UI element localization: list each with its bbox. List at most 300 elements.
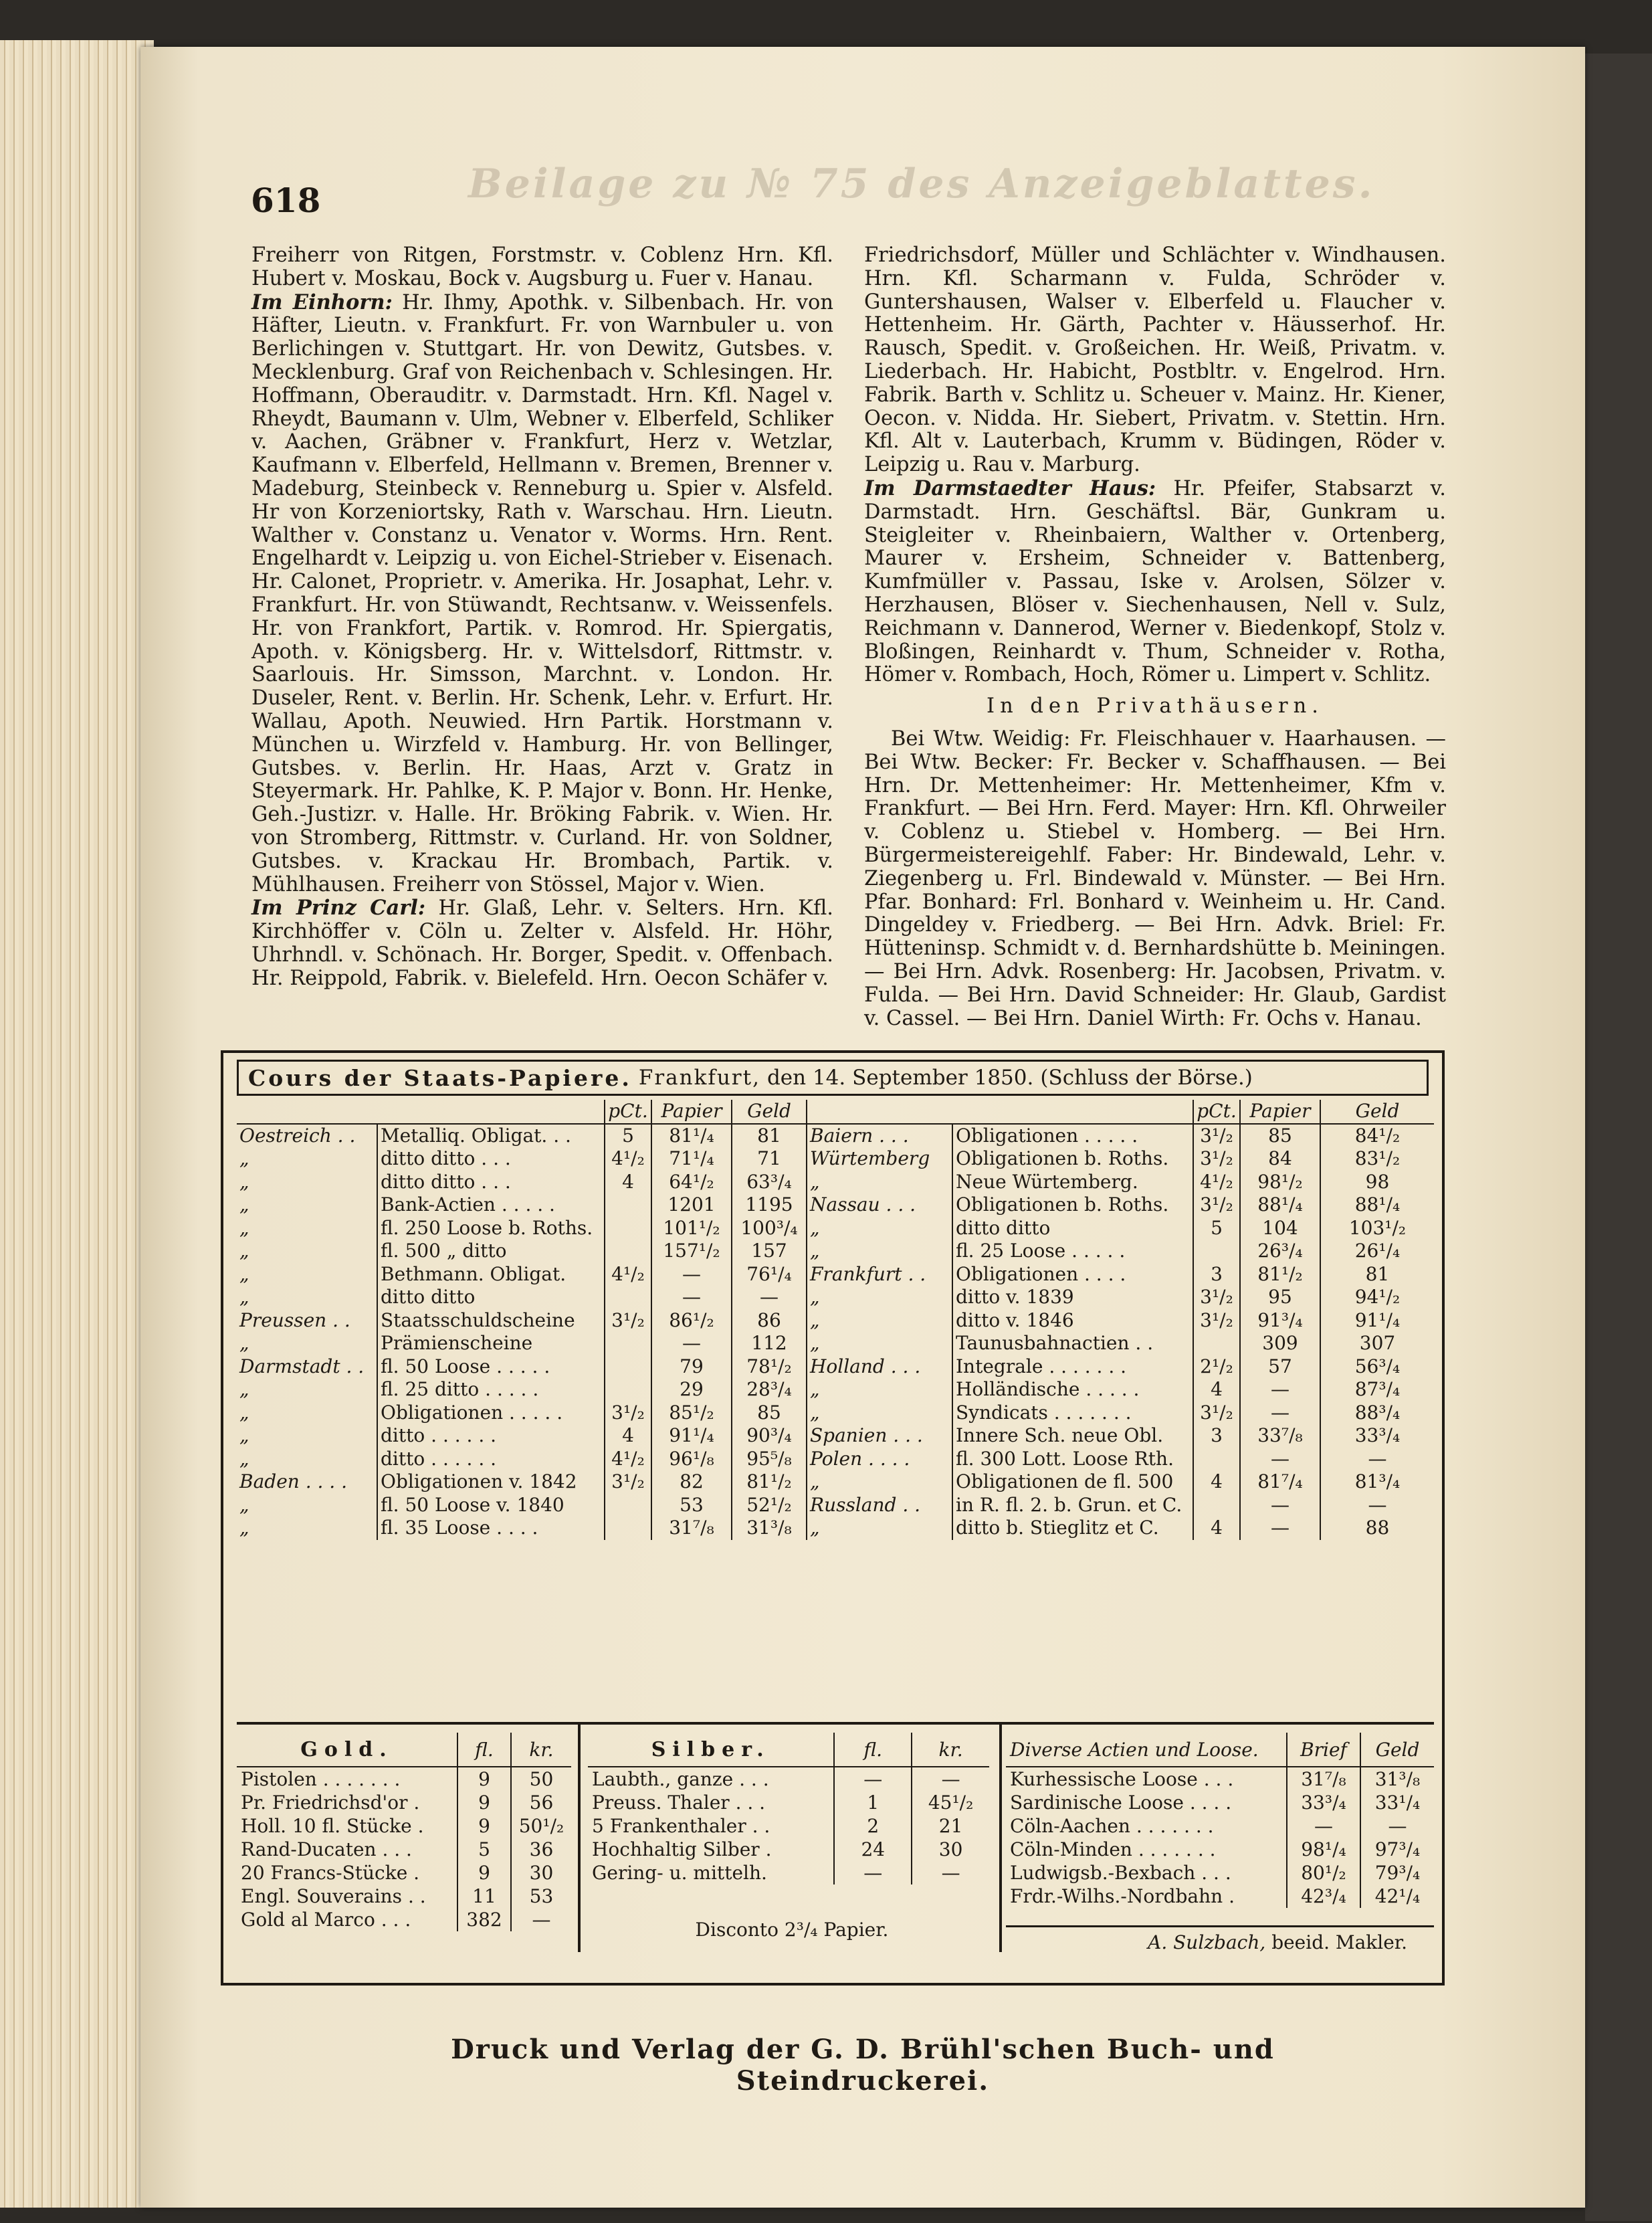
geld-right: 26¹/₄	[1320, 1240, 1434, 1263]
region-left: „	[239, 1262, 249, 1285]
papier-right: 57	[1240, 1355, 1320, 1379]
paragraph	[864, 477, 1446, 687]
table-row	[237, 1124, 1434, 1148]
papier-right: 85	[1240, 1124, 1320, 1148]
pct-right: 4	[1193, 1378, 1240, 1402]
gold-fl: 9	[457, 1791, 511, 1814]
security-right: Taunusbahnactien . .	[952, 1332, 1193, 1355]
silber-kr: —	[912, 1861, 989, 1884]
gold-kr: 50¹/₂	[511, 1814, 571, 1838]
table-row	[237, 1908, 571, 1931]
pct-left	[605, 1517, 651, 1540]
table-row	[588, 1767, 989, 1791]
table-row	[588, 1791, 989, 1814]
pct-left: 4¹/₂	[605, 1147, 651, 1171]
pct-right	[1193, 1494, 1240, 1517]
papier-left: 53	[651, 1494, 732, 1517]
silber-kr: 30	[912, 1838, 989, 1861]
table-row	[237, 1217, 1434, 1240]
pct-left	[605, 1332, 651, 1355]
pct-right: 3	[1193, 1263, 1240, 1286]
diverse-n: Frdr.-Wilhs.-Nordbahn .	[1010, 1885, 1235, 1907]
gold-fl: 382	[457, 1908, 511, 1931]
table-row	[237, 1171, 1434, 1194]
table-title-date: den 14. September 1850.	[766, 1066, 1034, 1090]
geld-left: 100³/₄	[732, 1217, 807, 1240]
silber-kr: 21	[912, 1814, 989, 1838]
paragraph-heading: Im Darmstaedter Haus:	[864, 476, 1156, 500]
divider	[999, 1725, 1002, 1952]
table-row	[237, 1193, 1434, 1217]
security-left: Staatsschuldscheine	[377, 1309, 605, 1333]
gold-kr: —	[511, 1908, 571, 1931]
silber-table	[588, 1733, 989, 1884]
geld-right: 33³/₄	[1320, 1424, 1434, 1448]
table-row	[237, 1884, 571, 1908]
geld-left: 85	[732, 1402, 807, 1425]
geld-right: 56³/₄	[1320, 1355, 1434, 1379]
pct-left: 4¹/₂	[605, 1263, 651, 1286]
table-row	[1006, 1884, 1434, 1908]
papier-right: —	[1240, 1448, 1320, 1471]
region-left: Preussen . .	[239, 1309, 350, 1331]
geld-right: —	[1320, 1448, 1434, 1471]
papier-right: 98¹/₂	[1240, 1171, 1320, 1194]
pct-left: 5	[605, 1124, 651, 1148]
region-left: „	[239, 1286, 249, 1308]
pct-right: 4¹/₂	[1193, 1171, 1240, 1194]
geld-left: 90³/₄	[732, 1424, 807, 1448]
security-right: Obligationen . . . . .	[952, 1124, 1193, 1148]
security-left: Obligationen v. 1842	[377, 1470, 605, 1494]
paragraph-text: Bei Wtw. Weidig: Fr. Fleischhauer v. Haarhausen. — Bei Wtw. Becker: Fr. Becker v. Schaffhausen. — Bei Hrn. Dr. Mettenheimer: Hr. Mettenheimer, Kfm v. Frankfurt. — Bei Hrn. Ferd. Mayer: Hrn. Kfl. Ohrweiler v. Coblenz u. Stiebel v. Homberg. — Bei Hrn. Bürgermeistereigehlf. Faber: Hr. Bindewald, Lehr. v. Ziegenberg u. Frl. Bindewald v. Münster. — Bei Hrn. Pfar. Bonhard: Frl. Bonhard v. Weinheim u. Hr. Cand. Dingeldey v. Friedberg. — Bei Hrn. Advk. Briel: Fr. Hütteninsp. Schmidt v. d. Bernhardshütte b. Meiningen. — Bei Hrn. Advk. Rosenberg: Hr. Jacobsen, Privatm. v. Fulda. — Bei Hrn. David Schneider: Hr. Glaub, Gardist v. Cassel. — Bei Hrn. Daniel Wirth: Fr. Ochs v. Hanau.	[864, 727, 1446, 1030]
left-text-column	[251, 244, 833, 991]
gold-kr: 50	[511, 1767, 571, 1791]
disconto-rate: Disconto 2³/₄ Papier.	[695, 1919, 889, 1941]
page-number: 618	[251, 181, 321, 220]
region-left: „	[239, 1193, 249, 1216]
pct-right: 5	[1193, 1217, 1240, 1240]
region-right: „	[810, 1517, 820, 1539]
region-right: Würtemberg	[810, 1147, 930, 1169]
region-left: „	[239, 1447, 249, 1470]
papier-left: 82	[651, 1470, 732, 1494]
gold-kr: 36	[511, 1838, 571, 1861]
security-left: fl. 35 Loose . . . .	[377, 1517, 605, 1540]
pct-right: 3¹/₂	[1193, 1286, 1240, 1309]
gold-table	[237, 1733, 571, 1931]
gold-n: Gold al Marco . . .	[241, 1909, 411, 1931]
papier-left: 101¹/₂	[651, 1217, 732, 1240]
scanner-background	[1585, 54, 1652, 2221]
table-row	[237, 1424, 1434, 1448]
header-geld-left: Geld	[732, 1100, 807, 1124]
pct-right	[1193, 1448, 1240, 1471]
geld-left: 86	[732, 1309, 807, 1333]
pct-left: 3¹/₂	[605, 1309, 651, 1333]
geld-left: 63³/₄	[732, 1171, 807, 1194]
papier-right: 104	[1240, 1217, 1320, 1240]
table-row	[1006, 1767, 1434, 1791]
gold-n: Engl. Souverains . .	[241, 1885, 426, 1907]
papier-left: —	[651, 1263, 732, 1286]
silber-fl: 1	[834, 1791, 912, 1814]
pct-left	[605, 1378, 651, 1402]
diverse-title: Diverse Actien und Loose.	[1006, 1733, 1287, 1767]
table-row	[588, 1861, 989, 1884]
security-right: Obligationen b. Roths.	[952, 1193, 1193, 1217]
coins-section	[237, 1722, 1434, 1972]
geld-right: 83¹/₂	[1320, 1147, 1434, 1171]
security-left: ditto . . . . . .	[377, 1448, 605, 1471]
gold-n: 20 Francs-Stücke .	[241, 1862, 420, 1884]
region-left: „	[239, 1517, 249, 1539]
table-title-city: Frankfurt,	[638, 1066, 760, 1090]
region-left: „	[239, 1170, 249, 1193]
region-right: „	[810, 1309, 820, 1331]
diverse-b: 80¹/₂	[1287, 1861, 1360, 1884]
table-row	[237, 1263, 1434, 1286]
pct-right: 4	[1193, 1470, 1240, 1494]
paragraph-text: In den Privathäusern.	[987, 694, 1324, 718]
gold-fl: 9	[457, 1767, 511, 1791]
geld-left: 28³/₄	[732, 1378, 807, 1402]
diverse-g: 42¹/₄	[1360, 1884, 1434, 1908]
region-left: „	[239, 1493, 249, 1516]
paragraph-text: Hr. Ihmy, Apothk. v. Silbenbach. Hr. von Häfter, Lieutn. v. Frankfurt. Fr. von Warnbuler u. von Berlichingen v. Stuttgart. Hr. von Dewitz, Gutsbes. v. Mecklenburg. Graf von Reichenbach v. Schlesingen. Hr. Hoffmann, Oberauditr. v. Darmstadt. Hrn. Kfl. Nagel v. Rheydt, Baumann v. Ulm, Webner v. Elberfeld, Schliker v. Aachen, Gräbner v. Frankfurt, Herz v. Wetzlar, Kaufmann v. Elberfeld, Hellmann v. Bremen, Brenner v. Madeburg, Steinbeck v. Renneburg u. Spier v. Alsfeld. Hr von Korzeniortsky, Rath v. Warschau. Hrn. Lieutn. Walther v. Constanz u. Venator v. Worms. Hrn. Rent. Engelhardt v. Leipzig u. von Eichel-Strieber v. Eisenach. Hr. Calonet, Proprietr. v. Amerika. Hr. Josaphat, Lehr. v. Frankfurt. Hr. von Stüwandt, Rechtsanw. v. Weissenfels. Hr. von Frankfort, Partik. v. Romrod. Hr. Spiergatis, Apoth. v. Königsberg. Hr. v. Wittelsdorf, Rittmstr. v. Saarlouis. Hr. Simsson, Marchnt. v. London. Hr. Duseler, Rent. v. Berlin. Hr. Schenk, Lehr. v. Erfurt. Hr. Wallau, Apoth. Neuwied. Hrn Partik. Horstmann v. München u. Wirzfeld v. Hamburg. Hr. von Bellinger, Gutsbes. v. Berlin. Hr. Haas, Arzt v. Gratz in Steyermark. Hr. Pahlke, K. P. Major v. Bonn. Hr. Henke, Geh.-Justizr. v. Halle. Hr. Bröking Fabrik. v. Wien. Hr. von Stromberg, Rittmstr. v. Curland. Hr. von Soldner, Gutsbes. v. Krackau Hr. Brombach, Partik. v. Mühlhausen. Freiherr von Stössel, Major v. Wien.	[251, 290, 833, 896]
security-right: Innere Sch. neue Obl.	[952, 1424, 1193, 1448]
pct-left: 3¹/₂	[605, 1402, 651, 1425]
region-left: „	[239, 1216, 249, 1239]
printer-imprint: Druck und Verlag der G. D. Brühl'schen Buch- und Steindruckerei.	[451, 2034, 1275, 2097]
table-row	[1006, 1838, 1434, 1861]
region-right: Holland . . .	[810, 1355, 921, 1377]
table-row	[237, 1494, 1434, 1517]
security-right: fl. 300 Lott. Loose Rth.	[952, 1448, 1193, 1471]
gold-n: Pistolen . . . . . . .	[241, 1768, 401, 1790]
security-right: Obligationen de fl. 500	[952, 1470, 1193, 1494]
gold-n: Holl. 10 fl. Stücke .	[241, 1815, 424, 1837]
region-right: Frankfurt . .	[810, 1262, 926, 1285]
table-row	[1006, 1814, 1434, 1838]
diverse-g: 79³/₄	[1360, 1861, 1434, 1884]
papier-left: 86¹/₂	[651, 1309, 732, 1333]
security-left: fl. 25 ditto . . . . .	[377, 1378, 605, 1402]
diverse-b: 31⁷/₈	[1287, 1767, 1360, 1791]
pct-right: 3¹/₂	[1193, 1193, 1240, 1217]
security-right: Syndicats . . . . . . .	[952, 1402, 1193, 1425]
security-right: Obligationen b. Roths.	[952, 1147, 1193, 1171]
geld-left: 157	[732, 1240, 807, 1263]
geld-left: 31³/₈	[732, 1517, 807, 1540]
silber-fl: —	[834, 1767, 912, 1791]
diverse-n: Cöln-Aachen . . . . . . .	[1010, 1815, 1214, 1837]
diverse-b: 33³/₄	[1287, 1791, 1360, 1814]
diverse-g: —	[1360, 1814, 1434, 1838]
security-right: ditto ditto	[952, 1217, 1193, 1240]
paragraph	[864, 695, 1446, 718]
silber-kr: —	[912, 1767, 989, 1791]
paragraph	[251, 896, 833, 990]
paragraph-text: Hr. Glaß, Lehr. v. Selters. Hrn. Kfl. Kirchhöffer v. Cöln u. Zelter v. Alsfeld. Hr. Höhr, Uhrhndl. v. Schönach. Hr. Borger, Spedit. v. Offenbach. Hr. Reippold, Fabrik. v. Bielefeld. Hrn. Oecon Schäfer v.	[251, 896, 833, 990]
geld-right: 88³/₄	[1320, 1402, 1434, 1425]
gold-kr-header: kr.	[511, 1733, 571, 1767]
geld-right: 91¹/₄	[1320, 1309, 1434, 1333]
table-row	[237, 1240, 1434, 1263]
pct-left	[605, 1355, 651, 1379]
papier-right: 81¹/₂	[1240, 1263, 1320, 1286]
papier-right: 95	[1240, 1286, 1320, 1309]
region-left: „	[239, 1424, 249, 1446]
staats-papiere-grid	[237, 1100, 1434, 1540]
diverse-b: —	[1287, 1814, 1360, 1838]
geld-left: 1195	[732, 1193, 807, 1217]
region-right: Polen . . . .	[810, 1447, 910, 1470]
silber-fl: 2	[834, 1814, 912, 1838]
table-row	[237, 1286, 1434, 1309]
book-page-edges	[0, 40, 154, 2208]
region-right: „	[810, 1170, 820, 1193]
security-left: fl. 50 Loose . . . . .	[377, 1355, 605, 1379]
diverse-brief-header: Brief	[1287, 1733, 1360, 1767]
security-right: in R. fl. 2. b. Grun. et C.	[952, 1494, 1193, 1517]
divider	[578, 1725, 581, 1952]
papier-left: 85¹/₂	[651, 1402, 732, 1425]
gold-fl-header: fl.	[457, 1733, 511, 1767]
table-row	[237, 1838, 571, 1861]
security-right: ditto v. 1839	[952, 1286, 1193, 1309]
security-left: fl. 50 Loose v. 1840	[377, 1494, 605, 1517]
region-left: Oestreich . .	[239, 1124, 356, 1147]
security-left: ditto ditto . . .	[377, 1171, 605, 1194]
diverse-g: 97³/₄	[1360, 1838, 1434, 1861]
table-row	[237, 1517, 1434, 1540]
table-row	[237, 1448, 1434, 1471]
geld-left: 76¹/₄	[732, 1263, 807, 1286]
geld-left: —	[732, 1286, 807, 1309]
papier-right: 33⁷/₈	[1240, 1424, 1320, 1448]
papier-left: 157¹/₂	[651, 1240, 732, 1263]
diverse-b: 98¹/₄	[1287, 1838, 1360, 1861]
papier-left: 79	[651, 1355, 732, 1379]
header-geld-right: Geld	[1320, 1100, 1434, 1124]
table-row	[237, 1791, 571, 1814]
table-row	[237, 1378, 1434, 1402]
geld-right: 87³/₄	[1320, 1378, 1434, 1402]
diverse-geld-header: Geld	[1360, 1733, 1434, 1767]
security-right: Obligationen . . . .	[952, 1263, 1193, 1286]
papier-left: 31⁷/₈	[651, 1517, 732, 1540]
geld-right: 98	[1320, 1171, 1434, 1194]
diverse-table	[1006, 1733, 1434, 1908]
region-left: Darmstadt . .	[239, 1355, 365, 1377]
silber-kr: 45¹/₂	[912, 1791, 989, 1814]
geld-right: 84¹/₂	[1320, 1124, 1434, 1148]
header-papier-right: Papier	[1240, 1100, 1320, 1124]
region-left: „	[239, 1147, 249, 1169]
silber-n: Preuss. Thaler . . .	[592, 1792, 766, 1814]
gold-kr: 30	[511, 1861, 571, 1884]
region-left: „	[239, 1378, 249, 1400]
geld-right: 81³/₄	[1320, 1470, 1434, 1494]
table-row	[237, 1814, 571, 1838]
security-left: ditto ditto . . .	[377, 1147, 605, 1171]
table-row	[237, 1402, 1434, 1425]
paragraph-text: Freiherr von Ritgen, Forstmstr. v. Coblenz Hrn. Kfl. Hubert v. Moskau, Bock v. Augsburg u. Fuer v. Hanau.	[251, 244, 833, 290]
table-row	[237, 1861, 571, 1884]
papier-right: 81⁷/₄	[1240, 1470, 1320, 1494]
pct-right: 3	[1193, 1424, 1240, 1448]
security-left: Metalliq. Obligat. . .	[377, 1124, 605, 1148]
exchange-rate-table	[221, 1050, 1445, 1986]
gold-fl: 11	[457, 1884, 511, 1908]
broker-title: beeid. Makler.	[1271, 1931, 1407, 1953]
broker-signature	[1006, 1925, 1434, 1953]
region-right: Nassau . . .	[810, 1193, 916, 1216]
region-right: Baiern . . .	[810, 1124, 909, 1147]
geld-left: 78¹/₂	[732, 1355, 807, 1379]
silber-n: Hochhaltig Silber .	[592, 1838, 772, 1860]
geld-right: 88¹/₄	[1320, 1193, 1434, 1217]
paragraph-heading: Im Einhorn:	[251, 290, 393, 314]
pct-right	[1193, 1240, 1240, 1263]
diverse-b: 42³/₄	[1287, 1884, 1360, 1908]
paragraph-heading: Im Prinz Carl:	[251, 896, 426, 921]
silber-kr-header: kr.	[912, 1733, 989, 1767]
table-row	[588, 1838, 989, 1861]
bleed-through-heading: Beilage zu № 75 des Anzeigeblattes.	[468, 161, 1375, 207]
papier-right: 309	[1240, 1332, 1320, 1355]
gold-fl: 9	[457, 1861, 511, 1884]
silber-title: Silber.	[588, 1733, 834, 1767]
table-title	[237, 1060, 1429, 1096]
diverse-n: Sardinische Loose . . . .	[1010, 1792, 1232, 1814]
papier-left: 1201	[651, 1193, 732, 1217]
papier-right: 88¹/₄	[1240, 1193, 1320, 1217]
pct-left	[605, 1240, 651, 1263]
paragraph-text: Friedrichsdorf, Müller und Schlächter v. Windhausen. Hrn. Kfl. Scharmann v. Fulda, Schröder v. Guntershausen, Walser v. Elberfeld u. Flaucher v. Hettenheim. Hr. Gärth, Pachter v. Häusserhof. Hr. Rausch, Spedit. v. Großeichen. Hr. Weiß, Privatm. v. Liederbach. Hr. Habicht, Postbltr. v. Engelrod. Hrn. Fabrik. Barth v. Schlitz u. Scheuer v. Mainz. Hr. Kiener, Oecon. v. Nidda. Hr. Siebert, Privatm. v. Stettin. Hrn. Kfl. Alt v. Lauterbach, Krumm v. Büdingen, Röder v. Leipzig u. Rau v. Marburg.	[864, 244, 1446, 477]
papier-right: —	[1240, 1402, 1320, 1425]
papier-left: 64¹/₂	[651, 1171, 732, 1194]
geld-right: 88	[1320, 1517, 1434, 1540]
security-right: Holländische . . . . .	[952, 1378, 1193, 1402]
geld-left: 52¹/₂	[732, 1494, 807, 1517]
region-right: „	[810, 1286, 820, 1308]
security-left: Prämienscheine	[377, 1332, 605, 1355]
papier-left: 81¹/₄	[651, 1124, 732, 1148]
gold-kr: 53	[511, 1884, 571, 1908]
diverse-g: 31³/₈	[1360, 1767, 1434, 1791]
diverse-n: Cöln-Minden . . . . . . .	[1010, 1838, 1216, 1860]
pct-right: 3¹/₂	[1193, 1402, 1240, 1425]
pct-right: 3¹/₂	[1193, 1147, 1240, 1171]
geld-left: 95⁵/₈	[732, 1448, 807, 1471]
papier-right: 26³/₄	[1240, 1240, 1320, 1263]
security-right: fl. 25 Loose . . . . .	[952, 1240, 1193, 1263]
silber-fl-header: fl.	[834, 1733, 912, 1767]
table-row	[1006, 1861, 1434, 1884]
security-left: ditto . . . . . .	[377, 1424, 605, 1448]
table-row	[237, 1355, 1434, 1379]
papier-left: 29	[651, 1378, 732, 1402]
gold-kr: 56	[511, 1791, 571, 1814]
silber-fl: —	[834, 1861, 912, 1884]
pct-left	[605, 1494, 651, 1517]
security-left: fl. 250 Loose b. Roths.	[377, 1217, 605, 1240]
table-row	[237, 1309, 1434, 1333]
papier-right: —	[1240, 1517, 1320, 1540]
security-left: ditto ditto	[377, 1286, 605, 1309]
papier-left: —	[651, 1286, 732, 1309]
paragraph	[251, 244, 833, 291]
table-row	[588, 1814, 989, 1838]
papier-right: 84	[1240, 1147, 1320, 1171]
pct-left: 4	[605, 1424, 651, 1448]
security-right: Neue Würtemberg.	[952, 1171, 1193, 1194]
geld-left: 112	[732, 1332, 807, 1355]
papier-left: —	[651, 1332, 732, 1355]
security-left: Obligationen . . . . .	[377, 1402, 605, 1425]
region-left: „	[239, 1401, 249, 1424]
papier-left: 91¹/₄	[651, 1424, 732, 1448]
table-row	[237, 1767, 571, 1791]
gold-title: Gold.	[237, 1733, 457, 1767]
gold-n: Rand-Ducaten . . .	[241, 1838, 412, 1860]
right-text-column	[864, 244, 1446, 1030]
paragraph-text: Hr. Pfeifer, Stabsarzt v. Darmstadt. Hrn. Geschäftsl. Bär, Gunkram u. Steigleiter v. Rheinbaiern, Walther v. Ortenberg, Maurer v. Ersheim, Schneider v. Battenberg, Kumfmüller v. Passau, Iske v. Arolsen, Sölzer v. Herzhausen, Blöser v. Siechenhausen, Nell v. Sulz, Reichmann v. Dannerod, Werner v. Biedenkopf, Stolz v. Bloßingen, Reinhardt v. Thum, Schneider v. Rotha, Hömer v. Rombach, Hoch, Römer u. Limpert v. Schlitz.	[864, 476, 1446, 687]
geld-left: 81	[732, 1124, 807, 1148]
geld-left: 81¹/₂	[732, 1470, 807, 1494]
papier-right: —	[1240, 1494, 1320, 1517]
gold-fl: 9	[457, 1814, 511, 1838]
header-pct-left: pCt.	[605, 1100, 651, 1124]
papier-left: 96¹/₈	[651, 1448, 732, 1471]
region-right: „	[810, 1378, 820, 1400]
geld-right: 81	[1320, 1263, 1434, 1286]
table-row	[237, 1147, 1434, 1171]
security-left: Bethmann. Obligat.	[377, 1263, 605, 1286]
region-right: Spanien . . .	[810, 1424, 923, 1446]
papier-right: —	[1240, 1378, 1320, 1402]
table-row	[1006, 1791, 1434, 1814]
region-right: „	[810, 1470, 820, 1492]
security-right: ditto v. 1846	[952, 1309, 1193, 1333]
header-papier-left: Papier	[651, 1100, 732, 1124]
papier-left: 71¹/₄	[651, 1147, 732, 1171]
pct-right: 4	[1193, 1517, 1240, 1540]
paragraph	[864, 728, 1446, 1030]
geld-right: 103¹/₂	[1320, 1217, 1434, 1240]
pct-right: 3¹/₂	[1193, 1124, 1240, 1148]
pct-right	[1193, 1332, 1240, 1355]
broker-name: A. Sulzbach,	[1148, 1931, 1266, 1953]
pct-left: 4	[605, 1171, 651, 1194]
region-left: Baden . . . .	[239, 1470, 347, 1492]
paragraph	[864, 244, 1446, 477]
pct-left	[605, 1193, 651, 1217]
table-title-main: Cours der Staats-Papiere.	[248, 1064, 632, 1091]
geld-right: —	[1320, 1494, 1434, 1517]
pct-left	[605, 1286, 651, 1309]
pct-left: 4¹/₂	[605, 1448, 651, 1471]
region-right: „	[810, 1240, 820, 1262]
pct-right: 3¹/₂	[1193, 1309, 1240, 1333]
pct-left	[605, 1217, 651, 1240]
gold-n: Pr. Friedrichsd'or .	[241, 1792, 420, 1814]
geld-right: 307	[1320, 1332, 1434, 1355]
header-pct-right: pCt.	[1193, 1100, 1240, 1124]
security-right: Integrale . . . . . . .	[952, 1355, 1193, 1379]
